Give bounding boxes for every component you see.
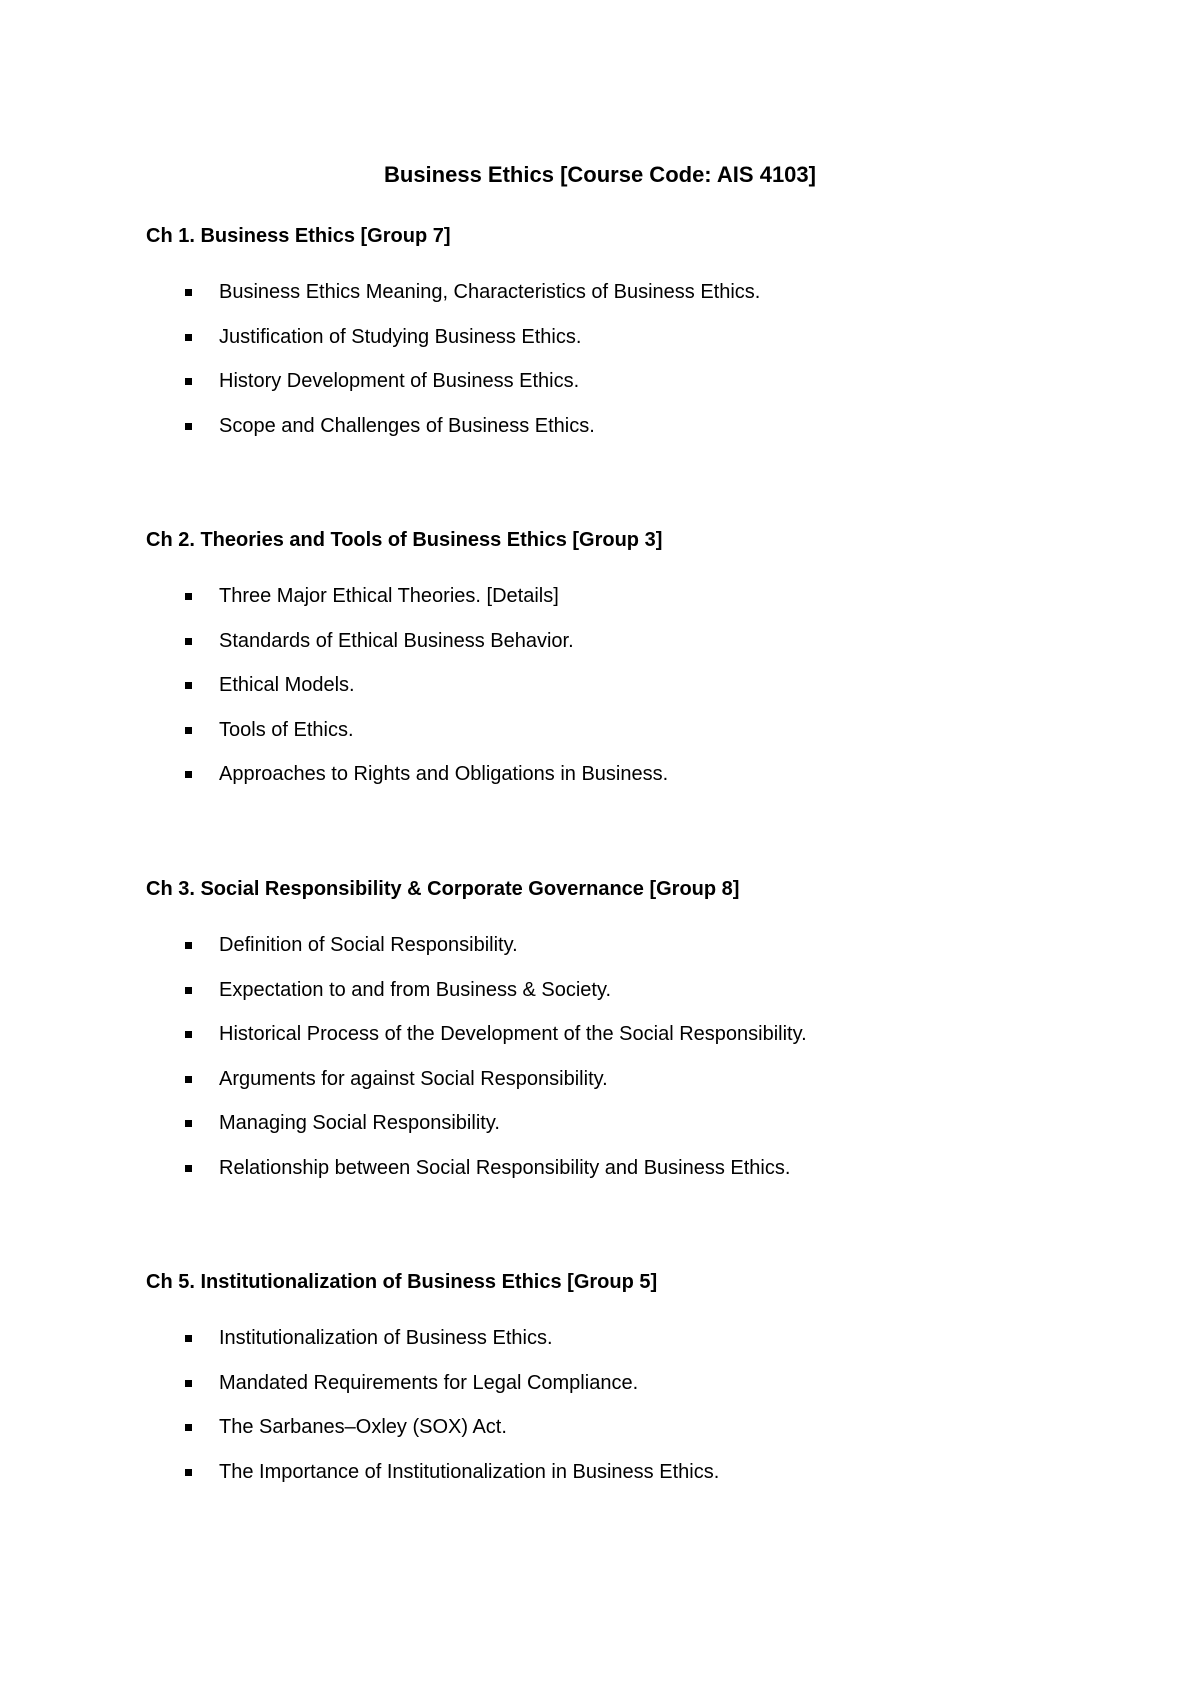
topic-text: Approaches to Rights and Obligations in Business.: [219, 763, 669, 785]
list-item: [146, 976, 1146, 1004]
topic-list: [146, 931, 1146, 1182]
square-bullet-icon: [185, 1120, 192, 1127]
topic-text: History Development of Business Ethics.: [219, 370, 580, 392]
chapter-heading: Ch 1. Business Ethics [Group 7]: [146, 225, 451, 247]
topic-text: Arguments for against Social Responsibility.: [219, 1067, 608, 1090]
topic-text: Expectation to and from Business & Society.: [219, 978, 612, 1001]
list-item: [146, 716, 1146, 744]
chapter-heading: Ch 5. Institutionalization of Business Ethics [Group 5]: [146, 1271, 658, 1293]
list-item: [146, 1109, 1146, 1137]
topic-text: Historical Process of the Development of the Social Responsibility.: [219, 1023, 807, 1045]
square-bullet-icon: [185, 1165, 192, 1172]
topic-text: Definition of Social Responsibility.: [219, 934, 518, 956]
square-bullet-icon: [185, 1335, 192, 1342]
square-bullet-icon: [185, 727, 192, 734]
square-bullet-icon: [185, 682, 192, 689]
topic-text: Managing Social Responsibility.: [219, 1112, 500, 1134]
list-item: [146, 1154, 1146, 1182]
square-bullet-icon: [185, 593, 192, 600]
list-item: [146, 931, 1146, 959]
topic-list: [146, 1324, 1146, 1486]
chapter-5-section: [146, 1268, 1146, 1502]
list-item: [146, 367, 1146, 395]
list-item: [146, 278, 1146, 306]
list-item: [146, 323, 1146, 351]
square-bullet-icon: [185, 334, 192, 341]
topic-text: Ethical Models.: [219, 674, 355, 696]
square-bullet-icon: [185, 1424, 192, 1431]
square-bullet-icon: [185, 423, 192, 430]
chapter-heading: Ch 2. Theories and Tools of Business Ethics [Group 3]: [146, 529, 663, 551]
list-item: [146, 671, 1146, 699]
square-bullet-icon: [185, 987, 192, 994]
square-bullet-icon: [185, 1380, 192, 1387]
square-bullet-icon: [185, 942, 192, 949]
topic-text: Three Major Ethical Theories. [Details]: [219, 585, 559, 607]
square-bullet-icon: [185, 1076, 192, 1083]
list-item: [146, 1020, 1146, 1048]
list-item: [146, 627, 1146, 655]
topic-list: [146, 582, 1146, 788]
chapter-2-section: [146, 526, 1146, 805]
topic-text: Justification of Studying Business Ethics.: [219, 325, 582, 348]
topic-list: [146, 278, 1146, 440]
square-bullet-icon: [185, 638, 192, 645]
chapter-3-section: [146, 875, 1146, 1198]
list-item: [146, 1413, 1146, 1441]
topic-text: Institutionalization of Business Ethics.: [219, 1327, 553, 1349]
topic-text: Relationship between Social Responsibility and Business Ethics.: [219, 1156, 791, 1179]
list-item: [146, 1458, 1146, 1486]
topic-text: The Importance of Institutionalization in Business Ethics.: [219, 1460, 720, 1483]
document-title: Business Ethics [Course Code: AIS 4103]: [384, 162, 816, 187]
chapter-1-section: [146, 222, 1146, 456]
square-bullet-icon: [185, 771, 192, 778]
chapter-heading: Ch 3. Social Responsibility & Corporate Governance [Group 8]: [146, 878, 740, 900]
topic-text: Scope and Challenges of Business Ethics.: [219, 414, 595, 437]
topic-text: Standards of Ethical Business Behavior.: [219, 629, 574, 652]
topic-text: Business Ethics Meaning, Characteristics of Business Ethics.: [219, 281, 761, 303]
list-item: [146, 412, 1146, 440]
list-item: [146, 582, 1146, 610]
square-bullet-icon: [185, 289, 192, 296]
square-bullet-icon: [185, 1031, 192, 1038]
square-bullet-icon: [185, 1469, 192, 1476]
square-bullet-icon: [185, 378, 192, 385]
list-item: [146, 1324, 1146, 1352]
topic-text: The Sarbanes–Oxley (SOX) Act.: [219, 1416, 507, 1438]
topic-text: Tools of Ethics.: [219, 718, 354, 741]
topic-text: Mandated Requirements for Legal Compliance.: [219, 1371, 639, 1394]
list-item: [146, 1065, 1146, 1093]
list-item: [146, 760, 1146, 788]
list-item: [146, 1369, 1146, 1397]
